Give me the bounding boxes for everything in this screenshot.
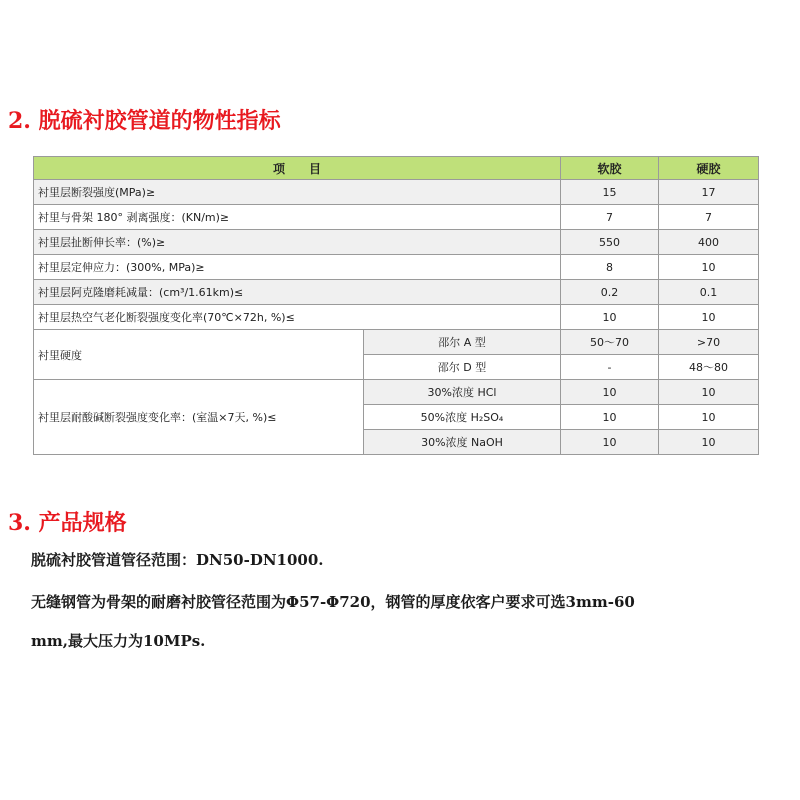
table-row [34, 180, 759, 205]
soft-value: 0.2 [561, 280, 659, 305]
hard-value: 10 [659, 305, 759, 330]
soft-value: 8 [561, 255, 659, 280]
spec-paragraph-diameter: 脱硫衬胶管道管径范围：DN50-DN1000. [31, 551, 324, 569]
table-row [34, 330, 759, 355]
sub-item-label: 30%浓度 HCl [364, 380, 561, 405]
hard-value: 17 [659, 180, 759, 205]
hard-value: 7 [659, 205, 759, 230]
header-hard: 硬胶 [659, 157, 759, 180]
spec-paragraph-seamless: 无缝钢管为骨架的耐磨衬胶管径范围为Φ57-Φ720，钢管的厚度依客户要求可选3mm-60 [31, 593, 635, 611]
table-header-row [34, 157, 759, 180]
table-row [34, 255, 759, 280]
row-label: 衬里层阿克隆磨耗减量：(cm³/1.61km)≤ [34, 280, 561, 305]
hard-value: >70 [659, 330, 759, 355]
sub-item-label: 邵尔 A 型 [364, 330, 561, 355]
header-item: 项 目 [34, 157, 561, 180]
table-row [34, 380, 759, 405]
hardness-label: 衬里硬度 [34, 330, 364, 380]
table-row [34, 305, 759, 330]
soft-value: 550 [561, 230, 659, 255]
acid-resistance-label: 衬里层耐酸碱断裂强度变化率：(室温×7天, %)≤ [34, 380, 364, 455]
hard-value: 48～80 [659, 355, 759, 380]
row-label: 衬里层定伸应力：(300%, MPa)≥ [34, 255, 561, 280]
soft-value: - [561, 355, 659, 380]
soft-value: 10 [561, 305, 659, 330]
row-label: 衬里层扯断伸长率：(%)≥ [34, 230, 561, 255]
row-label: 衬里层热空气老化断裂强度变化率(70℃×72h, %)≤ [34, 305, 561, 330]
table-row [34, 230, 759, 255]
table-row [34, 280, 759, 305]
spec-paragraph-pressure: mm,最大压力为10MPs. [31, 632, 206, 650]
hard-value: 400 [659, 230, 759, 255]
header-soft: 软胶 [561, 157, 659, 180]
hard-value: 10 [659, 380, 759, 405]
hard-value: 10 [659, 430, 759, 455]
sub-item-label: 邵尔 D 型 [364, 355, 561, 380]
sub-item-label: 50%浓度 H₂SO₄ [364, 405, 561, 430]
section-3-heading: 3. 产品规格 [8, 510, 127, 536]
soft-value: 10 [561, 380, 659, 405]
row-label: 衬里与骨架 180° 剥离强度：(KN/m)≥ [34, 205, 561, 230]
table-row [34, 205, 759, 230]
property-table [33, 156, 759, 455]
row-label: 衬里层断裂强度(MPa)≥ [34, 180, 561, 205]
soft-value: 10 [561, 430, 659, 455]
hard-value: 10 [659, 255, 759, 280]
soft-value: 7 [561, 205, 659, 230]
hard-value: 0.1 [659, 280, 759, 305]
soft-value: 50～70 [561, 330, 659, 355]
soft-value: 10 [561, 405, 659, 430]
section-2-heading: 2. 脱硫衬胶管道的物性指标 [8, 108, 281, 134]
sub-item-label: 30%浓度 NaOH [364, 430, 561, 455]
hard-value: 10 [659, 405, 759, 430]
soft-value: 15 [561, 180, 659, 205]
